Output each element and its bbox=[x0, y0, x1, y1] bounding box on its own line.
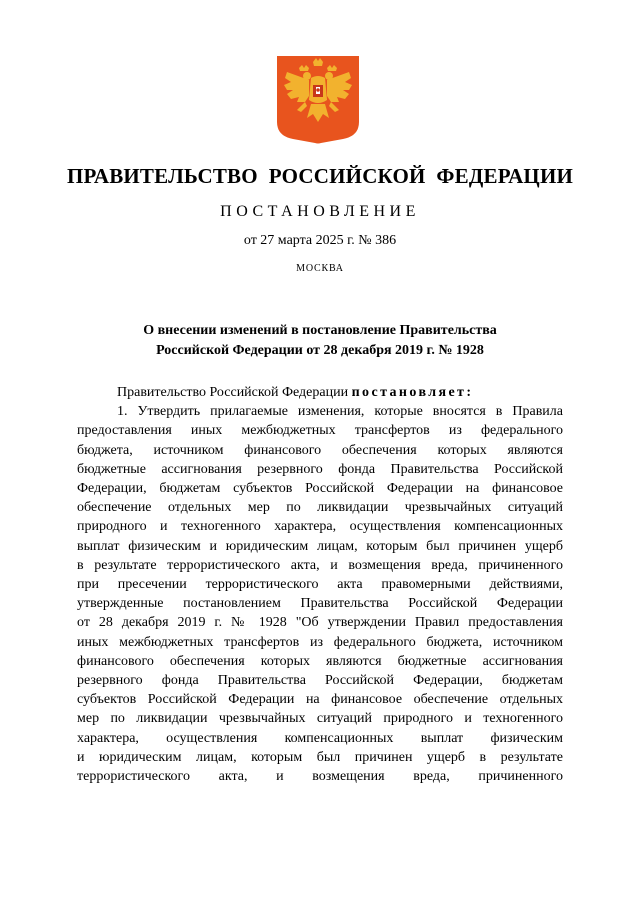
document-type: ПОСТАНОВЛЕНИЕ bbox=[220, 203, 420, 220]
document-place: МОСКВА bbox=[296, 263, 344, 274]
paragraph-line: финансового обеспечения которых являются бюджетные ассигнования bbox=[77, 653, 563, 669]
russian-coat-of-arms-icon bbox=[277, 56, 359, 146]
paragraph-line: обеспечение отдельных мер по ликвидации чрезвычайных ситуаций bbox=[77, 500, 563, 516]
resolution-intro bbox=[77, 383, 563, 402]
paragraph-line: Федерации, бюджетам субъектов Российской Федерации на финансовое bbox=[77, 481, 563, 497]
government-title: ПРАВИТЕЛЬСТВО РОССИЙСКОЙ ФЕДЕРАЦИИ bbox=[66, 164, 574, 188]
intro-resolves: постановляет: bbox=[351, 385, 474, 400]
paragraph-line: предоставления иных межбюджетных трансфертов из федерального bbox=[77, 423, 563, 439]
paragraph-line: иных межбюджетных трансфертов из федерального бюджета, источником bbox=[77, 634, 563, 650]
intro-text: Правительство Российской Федерации bbox=[117, 385, 349, 400]
paragraph-line: характера, осуществления компенсационных выплат физическим bbox=[77, 730, 563, 746]
paragraph-line: от 28 декабря 2019 г. № 1928 "Об утверждении Правил предоставления bbox=[77, 615, 563, 631]
subject-line: Российской Федерации от 28 декабря 2019 г. № 1928 bbox=[156, 343, 484, 358]
paragraph-line: резервного фонда Правительства Российской Федерации, бюджетам bbox=[77, 673, 563, 689]
paragraph-line: и юридическим лицам, которым был причинен ущерб в результате bbox=[77, 749, 563, 765]
paragraph-line: бюджета, источником финансового обеспечения которых являются bbox=[77, 442, 563, 458]
paragraph-line: 1. Утвердить прилагаемые изменения, которые вносятся в Правила bbox=[117, 404, 563, 420]
paragraph-line: мер по ликвидации чрезвычайных ситуаций природного и техногенного bbox=[77, 711, 563, 727]
paragraph-line: выплат физическим и юридическим лицам, которым был причинен ущерб bbox=[77, 538, 563, 554]
subject-line: О внесении изменений в постановление Правительства bbox=[143, 323, 497, 338]
paragraph-line: террористического акта, и возмещения вреда, причиненного bbox=[77, 769, 563, 785]
document-date-number: от 27 марта 2025 г. № 386 bbox=[243, 233, 397, 248]
document-subject bbox=[0, 321, 640, 361]
paragraph-line: при пресечении террористического акта правомерными действиями, bbox=[77, 577, 563, 593]
paragraph-line: бюджетные ассигнования резервного фонда Правительства Российской bbox=[77, 461, 563, 477]
paragraph-line: природного и техногенного характера, осуществления компенсационных bbox=[77, 519, 563, 535]
paragraph-line: утвержденные постановлением Правительства Российской Федерации bbox=[77, 596, 563, 612]
paragraph-line: субъектов Российской Федерации на финансовое обеспечение отдельных bbox=[77, 692, 563, 708]
document-body bbox=[77, 383, 563, 786]
paragraph-line: в результате террористического акта, и возмещения вреда, причиненного bbox=[77, 557, 563, 573]
